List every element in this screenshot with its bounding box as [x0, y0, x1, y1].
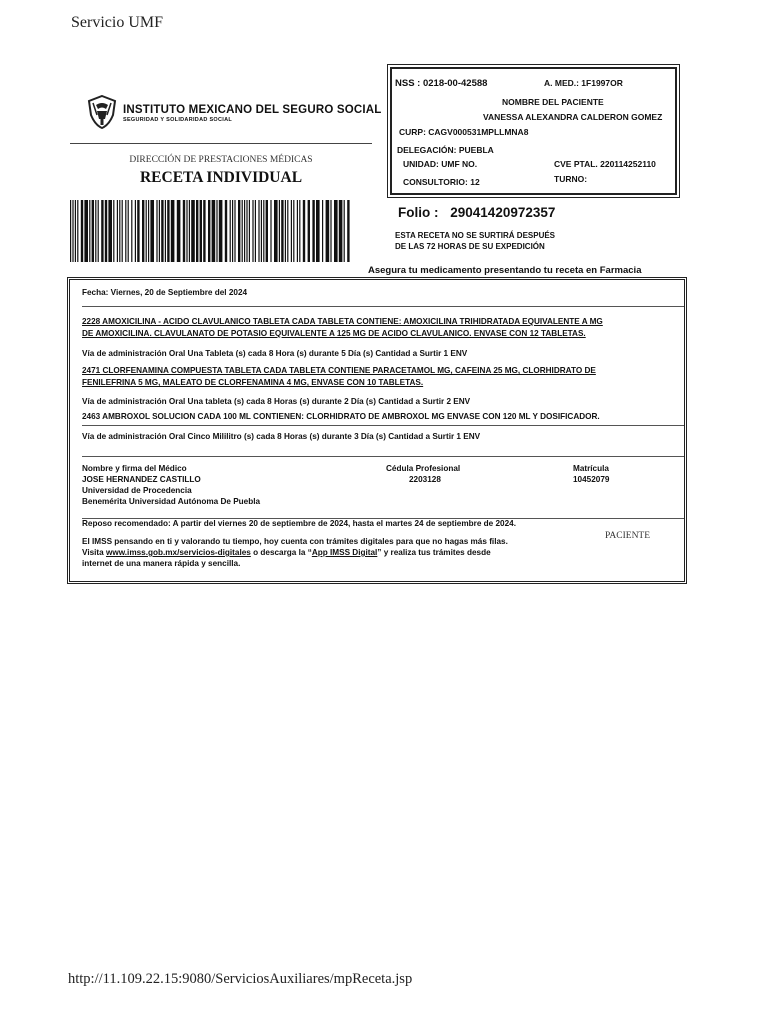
- medication-line: 2471 CLORFENAMINA COMPUESTA TABLETA CADA TABLETA CONTIENE PARACETAMOL MG, CAFEINA 25 MG, CLORHIDRATO DE: [82, 366, 596, 375]
- barcode-bar: [75, 200, 76, 262]
- digital-services-text: internet de una manera rápida y sencilla.: [82, 559, 241, 568]
- app-imss-digital-link[interactable]: App IMSS Digital: [311, 548, 378, 557]
- folio-label: Folio :: [398, 205, 439, 220]
- barcode-bar: [287, 200, 288, 262]
- barcode-bar: [281, 200, 283, 262]
- institution-logo: [87, 95, 382, 131]
- barcode-bar: [98, 200, 99, 262]
- imss-digital-services-link[interactable]: www.imss.gob.mx/servicios-digitales: [105, 548, 251, 557]
- barcode-bar: [177, 200, 181, 262]
- barcode-bar: [119, 200, 120, 262]
- medication-line: 2463 AMBROXOL SOLUCION CADA 100 ML CONTIENEN: CLORHIDRATO DE AMBROXOL MG ENVASE CON 120 ML Y DOSIFICADOR.: [82, 412, 600, 421]
- barcode-bar: [148, 200, 149, 262]
- unidad: UNIDAD: UMF NO.: [403, 159, 478, 169]
- matricula-label: Matrícula: [573, 464, 609, 473]
- barcode-bar: [234, 200, 235, 262]
- consultorio: CONSULTORIO: 12: [403, 177, 480, 187]
- folio: [398, 205, 555, 220]
- barcode-bar: [219, 200, 223, 262]
- barcode-bar: [266, 200, 268, 262]
- barcode-bar: [72, 200, 73, 262]
- barcode-bar: [285, 200, 286, 262]
- barcode-bar: [70, 200, 71, 262]
- barcode-bar: [230, 200, 231, 262]
- barcode-bar: [238, 200, 240, 262]
- barcode-bar: [131, 200, 132, 262]
- folio-note-line: DE LAS 72 HORAS DE SU EXPEDICIÓN: [395, 241, 545, 251]
- procedures-text: ” y realiza tus trámites desde: [377, 548, 491, 557]
- barcode-bar: [183, 200, 185, 262]
- barcode-bar: [232, 200, 233, 262]
- curp: CURP: CAGV000531MPLLMNA8: [399, 127, 529, 137]
- barcode-bar: [108, 200, 112, 262]
- barcode-bar: [203, 200, 205, 262]
- barcode-bar: [322, 200, 323, 262]
- barcode-bar: [125, 200, 126, 262]
- doctor-name: JOSE HERNANDEZ CASTILLO: [82, 475, 201, 484]
- cedula-value: 2203128: [409, 475, 441, 484]
- barcode-bar: [122, 200, 123, 262]
- patient-name-label: NOMBRE DEL PACIENTE: [502, 97, 604, 107]
- barcode-bar: [105, 200, 107, 262]
- digital-services-text: El IMSS pensando en ti y valorando tu tiempo, hoy cuenta con trámites digitales para que no hagas más filas.: [82, 537, 508, 546]
- barcode-bar: [263, 200, 264, 262]
- prescription-box: [69, 279, 685, 582]
- delegacion: DELEGACIÓN: PUEBLA: [397, 145, 494, 155]
- institution-tagline: SEGURIDAD Y SOLIDARIDAD SOCIAL: [123, 117, 233, 123]
- imss-eagle-icon: [87, 95, 117, 129]
- divider: [82, 425, 684, 426]
- barcode-bar: [255, 200, 256, 262]
- medication-line: FENILEFRINA 5 MG, MALEATO DE CLORFENAMINA 4 MG, ENVASE CON 10 TABLETAS.: [82, 378, 424, 387]
- barcode-bar: [77, 200, 78, 262]
- barcode-bar: [244, 200, 245, 262]
- patient-name: VANESSA ALEXANDRA CALDERON GOMEZ: [483, 112, 663, 122]
- barcode-bar: [191, 200, 195, 262]
- barcode-bar: [92, 200, 94, 262]
- footer-url: http://11.109.22.15:9080/ServiciosAuxiliares/mpReceta.jsp: [68, 971, 413, 987]
- barcode-bar: [252, 200, 253, 262]
- divider: [82, 456, 684, 457]
- barcode-bar: [101, 200, 103, 262]
- doctor-name-label: Nombre y firma del Médico: [82, 464, 187, 473]
- administration-line: Vía de administración Oral Cinco Mililitro (s) cada 8 Horas (s) durante 3 Día (s) Cantidad a Surtir 1 ENV: [82, 432, 481, 441]
- folio-note: [395, 231, 585, 252]
- turno: TURNO:: [554, 174, 588, 184]
- page-header-text: Servicio UMF: [71, 14, 163, 31]
- folio-note-line: ESTA RECETA NO SE SURTIRÁ DESPUÉS: [395, 231, 556, 240]
- barcode-bar: [165, 200, 166, 262]
- barcode-bar: [330, 200, 331, 262]
- barcode-bar: [171, 200, 175, 262]
- administration-line: Vía de administración Oral Una tableta (s) cada 8 Horas (s) durante 2 Día (s) Cantidad a Surtir 2 ENV: [82, 397, 471, 406]
- barcode-bar: [347, 200, 349, 262]
- barcode-bar: [326, 200, 330, 262]
- barcode-bar: [81, 200, 83, 262]
- cedula-label: Cédula Profesional: [386, 464, 461, 473]
- visit-text: Visita: [82, 548, 106, 557]
- barcode-bar: [135, 200, 136, 262]
- prescription-date: Fecha: Viernes, 20 de Septiembre del 2024: [82, 288, 248, 297]
- barcode-bar: [128, 200, 129, 262]
- barcode-bar: [258, 200, 259, 262]
- patient-info-box: [390, 67, 677, 195]
- barcode-bar: [159, 200, 160, 262]
- barcode-bar: [113, 200, 114, 262]
- barcode-bar: [249, 200, 250, 262]
- barcode-bar: [212, 200, 216, 262]
- barcode-bar: [270, 200, 271, 262]
- barcode-bar: [189, 200, 190, 262]
- barcode-bar: [89, 200, 90, 262]
- copy-label: PACIENTE: [605, 531, 651, 541]
- barcode-bar: [242, 200, 243, 262]
- secure-message: Asegura tu medicamento presentando tu receta en Farmacia: [368, 265, 642, 276]
- barcode-bar: [303, 200, 305, 262]
- institution-name: INSTITUTO MEXICANO DEL SEGURO SOCIAL: [123, 104, 382, 116]
- document-title: RECETA INDIVIDUAL: [139, 169, 303, 186]
- barcode-bar: [167, 200, 169, 262]
- barcode-bar: [291, 200, 292, 262]
- barcode-bar: [293, 200, 294, 262]
- barcode-bar: [137, 200, 139, 262]
- barcode-bar: [225, 200, 227, 262]
- barcode-bar: [200, 200, 202, 262]
- document-subtitle: DIRECCIÓN DE PRESTACIONES MÉDICAS: [129, 155, 313, 165]
- barcode-bar: [308, 200, 310, 262]
- medication-line: 2228 AMOXICILINA - ACIDO CLAVULANICO TABLETA CADA TABLETA CONTIENE: AMOXICILINA TRIHIDRATADA EQUIVALENTE A MG: [82, 317, 603, 326]
- barcode-bar: [316, 200, 320, 262]
- barcode-bar: [344, 200, 345, 262]
- barcode-bar: [274, 200, 278, 262]
- cve-ptal: CVE PTAL. 220114252110: [554, 159, 656, 169]
- barcode-bar: [261, 200, 262, 262]
- barcode-bar: [216, 200, 217, 262]
- barcode-bar: [161, 200, 163, 262]
- barcode-bar: [186, 200, 187, 262]
- barcode-bar: [196, 200, 198, 262]
- university-label: Universidad de Procedencia: [82, 486, 192, 495]
- barcode-bar: [246, 200, 247, 262]
- barcode-bar: [299, 200, 300, 262]
- barcode: [70, 200, 350, 262]
- folio-value: 29041420972357: [450, 205, 556, 220]
- barcode-bar: [208, 200, 210, 262]
- nss: NSS : 0218-00-42588: [395, 78, 488, 89]
- barcode-bar: [150, 200, 154, 262]
- barcode-bar: [334, 200, 338, 262]
- barcode-bar: [142, 200, 144, 262]
- barcode-bar: [117, 200, 118, 262]
- administration-line: Vía de administración Oral Una Tableta (s) cada 8 Hora (s) durante 5 Día (s) Cantidad a Surtir 1 ENV: [82, 349, 468, 358]
- barcode-bar: [339, 200, 343, 262]
- download-text: o descarga la “: [250, 548, 312, 557]
- header-divider: [70, 143, 372, 144]
- digital-services-line: [82, 548, 491, 557]
- divider: [82, 306, 684, 307]
- rest-recommendation: Reposo recomendado: A partir del viernes 20 de septiembre de 2024, hasta el martes 24 de septiembre de 2024.: [82, 519, 516, 528]
- barcode-bar: [84, 200, 88, 262]
- barcode-bar: [146, 200, 147, 262]
- medication-line: DE AMOXICILINA. CLAVULANATO DE POTASIO EQUIVALENTE A 125 MG DE ACIDO CLAVULANICO. ENVASE CON 12 TABLETAS.: [82, 329, 586, 338]
- barcode-bar: [312, 200, 314, 262]
- barcode-bar: [156, 200, 157, 262]
- barcode-bar: [95, 200, 96, 262]
- barcode-bar: [279, 200, 280, 262]
- matricula-value: 10452079: [573, 475, 610, 484]
- barcode-bar: [297, 200, 298, 262]
- a-med: A. MED.: 1F1997OR: [544, 78, 623, 88]
- university: Benemérita Universidad Autónoma De Puebla: [82, 497, 261, 506]
